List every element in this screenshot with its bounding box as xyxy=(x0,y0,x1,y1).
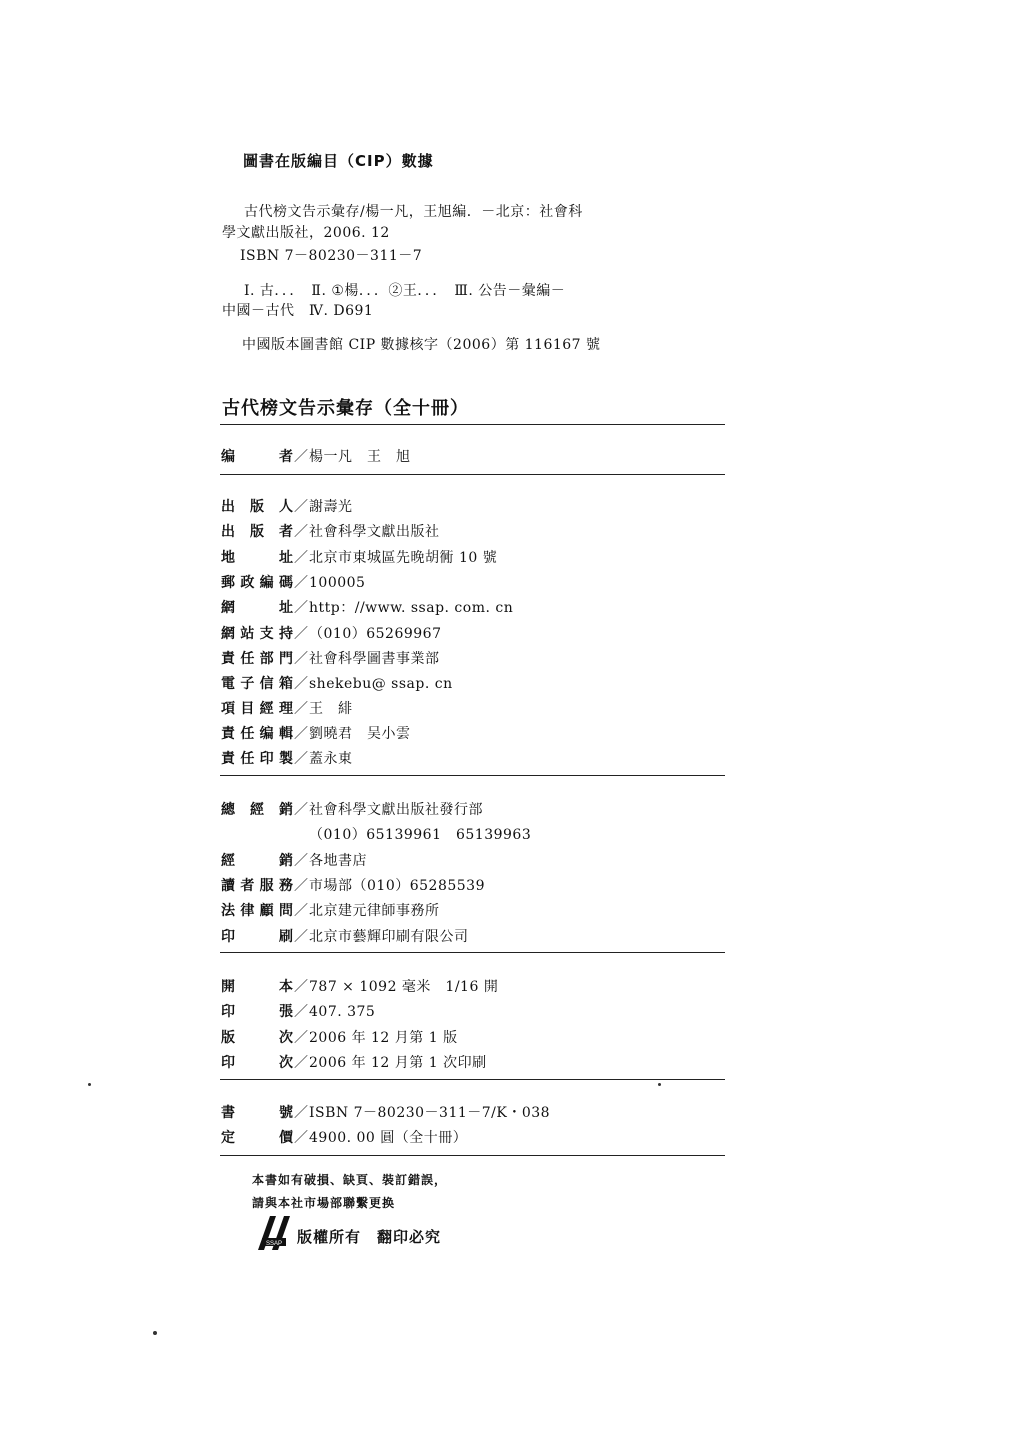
info-value: http：//www. ssap. com. cn xyxy=(309,600,514,616)
editors-row xyxy=(221,446,411,466)
info-label: 地 址 xyxy=(221,550,293,566)
info-row xyxy=(221,926,469,946)
info-value: 北京建元律師事務所 xyxy=(309,903,440,919)
info-value: 社會科學文獻出版社 xyxy=(309,524,440,540)
separator: ／ xyxy=(294,676,308,692)
info-label: 印 張 xyxy=(221,1004,293,1020)
separator: ／ xyxy=(294,524,308,540)
info-row xyxy=(221,673,453,693)
separator: ／ xyxy=(294,726,308,742)
info-row xyxy=(221,748,353,768)
separator: ／ xyxy=(294,802,308,818)
info-label: 印 刷 xyxy=(221,929,293,945)
separator: ／ xyxy=(294,449,308,465)
info-label: 電子信箱 xyxy=(221,676,293,692)
divider xyxy=(220,474,725,475)
separator: ／ xyxy=(294,751,308,767)
info-row xyxy=(221,698,353,718)
divider xyxy=(220,952,725,953)
info-label: 讀者服務 xyxy=(221,878,293,894)
separator: ／ xyxy=(294,878,308,894)
separator: ／ xyxy=(294,1105,308,1121)
info-row xyxy=(221,1027,458,1047)
copyright-notice: 版權所有 翻印必究 xyxy=(297,1228,442,1246)
info-row xyxy=(221,572,365,592)
divider xyxy=(220,424,725,425)
separator: ／ xyxy=(294,1130,308,1146)
damage-notice-line-1: 本書如有破損、缺頁、裝訂錯誤， xyxy=(252,1173,448,1187)
info-row xyxy=(221,1127,467,1147)
info-value: 北京市東城區先晚胡衕 10 號 xyxy=(309,550,498,566)
separator: ／ xyxy=(294,903,308,919)
info-row xyxy=(221,648,440,668)
scan-speck xyxy=(153,1331,157,1335)
info-value: 王 緋 xyxy=(309,701,353,717)
cip-line-3: ISBN 7－80230－311－7 xyxy=(240,248,423,264)
info-row xyxy=(221,521,440,541)
info-label: 項目經理 xyxy=(221,701,293,717)
info-label: 網站支持 xyxy=(221,626,293,642)
info-row xyxy=(221,875,485,895)
info-label: 法律顧問 xyxy=(221,903,293,919)
separator: ／ xyxy=(294,1055,308,1071)
info-value: 北京市藝輝印刷有限公司 xyxy=(309,929,469,945)
cip-line-6: 中國版本圖書館 CIP 數據核字（2006）第 116167 號 xyxy=(242,337,601,353)
info-label: 經 銷 xyxy=(221,853,293,869)
info-row xyxy=(221,1052,487,1072)
info-label: 出 版 者 xyxy=(221,524,293,540)
separator: ／ xyxy=(294,929,308,945)
divider xyxy=(220,1155,725,1156)
info-label: 定 價 xyxy=(221,1130,293,1146)
info-value: shekebu@ ssap. cn xyxy=(309,676,453,692)
info-value: 100005 xyxy=(309,575,366,591)
info-row xyxy=(221,496,353,516)
info-label: 責任编輯 xyxy=(221,726,293,742)
separator: ／ xyxy=(294,1004,308,1020)
info-row xyxy=(221,547,497,567)
info-value: 2006 年 12 月第 1 次印刷 xyxy=(309,1055,487,1071)
info-row xyxy=(221,799,483,819)
divider xyxy=(220,1079,725,1080)
info-label: 責任部門 xyxy=(221,651,293,667)
info-label: 印 次 xyxy=(221,1055,293,1071)
separator: ／ xyxy=(294,1030,308,1046)
cip-line-4: Ⅰ. 古．．． Ⅱ. ①楊．．．②王．．． Ⅲ. 公告－彙編－ xyxy=(244,283,566,299)
info-value: 各地書店 xyxy=(309,853,367,869)
publisher-logo xyxy=(256,1216,292,1250)
separator: ／ xyxy=(294,499,308,515)
info-label: 總 經 銷 xyxy=(221,802,293,818)
info-value: 407. 375 xyxy=(309,1004,376,1020)
scan-speck xyxy=(658,1083,661,1086)
separator: ／ xyxy=(294,600,308,616)
info-row xyxy=(221,1102,550,1122)
info-row xyxy=(221,723,411,743)
scan-speck xyxy=(88,1083,91,1086)
editors-value: 楊一凡 王 旭 xyxy=(309,449,411,465)
info-row xyxy=(221,597,513,617)
info-label: 網 址 xyxy=(221,600,293,616)
cip-line-1: 古代榜文告示彙存/楊一凡，王旭編．－北京：社會科 xyxy=(244,204,583,220)
info-value: 社會科學文獻出版社發行部 xyxy=(309,802,483,818)
info-label: 開 本 xyxy=(221,979,293,995)
damage-notice-line-2: 請與本社市場部聯繫更换 xyxy=(252,1196,396,1210)
editors-label: 编 者 xyxy=(221,449,293,465)
info-value: 787 × 1092 毫米 1/16 開 xyxy=(309,979,499,995)
info-value: 市場部（010）65285539 xyxy=(309,878,485,894)
info-label: 責任印製 xyxy=(221,751,293,767)
separator: ／ xyxy=(294,701,308,717)
info-label: 出 版 人 xyxy=(221,499,293,515)
separator: ／ xyxy=(294,853,308,869)
info-value: 4900. 00 圓（全十冊） xyxy=(309,1130,468,1146)
separator: ／ xyxy=(294,626,308,642)
info-label: 郵政編碼 xyxy=(221,575,293,591)
info-value: （010）65269967 xyxy=(309,626,442,642)
distributor-phone: （010）65139961 65139963 xyxy=(309,827,532,843)
info-value: 蓋永東 xyxy=(309,751,353,767)
info-row xyxy=(221,1001,375,1021)
logo-text: SSAP xyxy=(265,1241,283,1247)
separator: ／ xyxy=(294,575,308,591)
info-value: 社會科學圖書事業部 xyxy=(309,651,440,667)
separator: ／ xyxy=(294,651,308,667)
info-value: 2006 年 12 月第 1 版 xyxy=(309,1030,458,1046)
info-value: ISBN 7－80230－311－7/K・038 xyxy=(309,1105,551,1121)
info-label: 版 次 xyxy=(221,1030,293,1046)
separator: ／ xyxy=(294,979,308,995)
cip-line-2: 學文獻出版社，2006. 12 xyxy=(222,225,390,241)
info-row xyxy=(221,976,498,996)
divider xyxy=(220,775,725,776)
info-value: 謝壽光 xyxy=(309,499,353,515)
info-row xyxy=(221,850,367,870)
cip-heading: 圖書在版編目（CIP）數據 xyxy=(243,152,434,170)
cip-line-5: 中國－古代 Ⅳ. D691 xyxy=(222,303,374,319)
book-title: 古代榜文告示彙存（全十冊） xyxy=(222,398,469,419)
info-row xyxy=(221,623,441,643)
info-value: 劉曉君 吴小雲 xyxy=(309,726,411,742)
info-label: 書 號 xyxy=(221,1105,293,1121)
separator: ／ xyxy=(294,550,308,566)
info-row xyxy=(221,900,440,920)
